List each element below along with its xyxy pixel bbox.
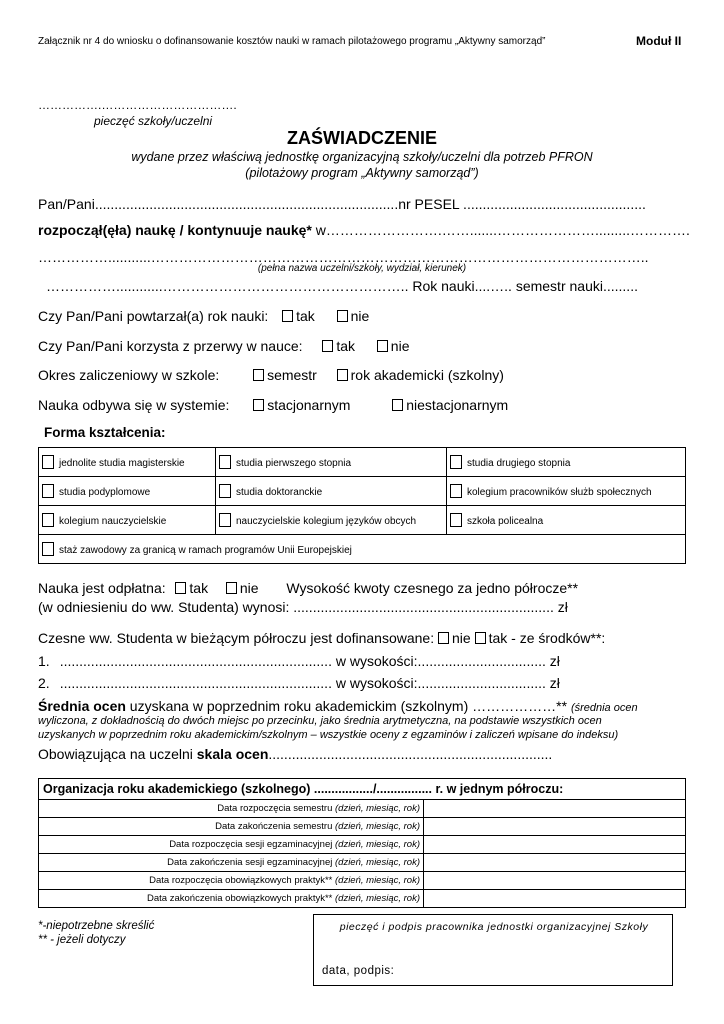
average-note-2: wyliczona, z dokładnością do dwóch miejsc po przecinku, jako średnia arytmetyczna, na podstawie wszystkich ocen xyxy=(38,715,602,727)
cofinance-source-2[interactable] xyxy=(38,675,560,691)
form-option-label: kolegium pracowników służb społecznych xyxy=(467,487,652,498)
option-label: niestacjonarnym xyxy=(406,397,509,413)
stamp-label: pieczęć szkoły/uczelni xyxy=(94,114,213,128)
form-option[interactable] xyxy=(447,506,686,535)
paid-label: Nauka jest odpłatna: xyxy=(38,580,166,596)
org-row-label: Data zakończenia obowiązkowych praktyk** (dzień, miesiąc, rok) xyxy=(39,890,424,908)
option-label: rok akademicki (szkolny) xyxy=(350,367,504,383)
signature-box[interactable] xyxy=(313,914,673,986)
footnote-1: *-niepotrzebne skreślić xyxy=(38,920,155,932)
form-option[interactable] xyxy=(39,535,686,564)
form-option-label: studia pierwszego stopnia xyxy=(236,458,352,469)
forms-table xyxy=(38,447,686,564)
fees-amount-line[interactable]: (w odniesieniu do ww. Studenta) wynosi: ................................................................... zł xyxy=(38,599,568,615)
school-name-dots[interactable]: ……………...........…………………………………………………………………………………………….. xyxy=(38,249,649,265)
school-name-caption: (pełna nazwa uczelni/szkoły, wydział, kierunek) xyxy=(257,263,467,274)
question-label: Czy Pan/Pani korzysta z przerwy w nauce: xyxy=(38,338,303,354)
checkbox-paid-yes[interactable] xyxy=(175,582,186,594)
org-row-value[interactable] xyxy=(424,836,686,854)
source-dots[interactable]: ...................................................................... w wysokości:................................. zł xyxy=(59,653,560,669)
table-row xyxy=(39,506,686,535)
source-dots[interactable]: ...................................................................... w wysokości:................................. zł xyxy=(59,675,560,691)
table-row xyxy=(39,535,686,564)
table-row xyxy=(39,448,686,477)
question-label: Okres zaliczeniowy w szkole: xyxy=(38,367,220,383)
form-option-label: jednolite studia magisterskie xyxy=(59,458,185,469)
checkbox-repeat-yes[interactable] xyxy=(282,310,293,322)
option-label: nie xyxy=(350,308,370,324)
table-header xyxy=(39,779,686,800)
option-label: tak xyxy=(296,308,315,324)
signature-label: pieczęć i podpis pracownika jednostki organizacyjnej Szkoły xyxy=(339,921,649,933)
org-row-label: Data rozpoczęcia obowiązkowych praktyk** (dzień, miesiąc, rok) xyxy=(39,872,424,890)
person-pesel-line[interactable]: Pan/Pani..............................................................................nr PESEL ............................................... xyxy=(38,196,646,212)
org-row-value[interactable] xyxy=(424,890,686,908)
form-option[interactable] xyxy=(216,448,447,477)
table-row xyxy=(39,836,686,854)
scale-line[interactable] xyxy=(38,746,552,762)
form-option-label: nauczycielskie kolegium języków obcych xyxy=(236,516,417,527)
checkbox[interactable] xyxy=(219,484,231,498)
checkbox-nonstationary[interactable] xyxy=(392,399,403,411)
table-row xyxy=(39,477,686,506)
option-label: tak xyxy=(336,338,356,354)
checkbox[interactable] xyxy=(219,455,231,469)
checkbox[interactable] xyxy=(42,455,54,469)
option-label: nie xyxy=(239,580,259,596)
org-row-value[interactable] xyxy=(424,854,686,872)
footnote-2: ** - jeżeli dotyczy xyxy=(38,934,126,946)
form-option[interactable] xyxy=(447,477,686,506)
checkbox-repeat-no[interactable] xyxy=(337,310,348,322)
average-note-3: uzyskanych w poprzednim roku akademickim/szkolnym – wszystkie oceny z egzaminów i zaliczeń wpisane do indeksu) xyxy=(38,729,619,741)
option-label: tak xyxy=(189,580,209,596)
table-row xyxy=(39,890,686,908)
study-line[interactable] xyxy=(38,222,690,238)
fees-paid-line xyxy=(38,580,578,596)
org-row-value[interactable] xyxy=(424,818,686,836)
org-row-label: Data zakończenia sesji egzaminacyjnej (dzień, miesiąc, rok) xyxy=(39,854,424,872)
checkbox[interactable] xyxy=(450,484,462,498)
organization-heading[interactable]: Organizacja roku akademickiego (szkolnego) ................./................ r. w jednym półroczu: xyxy=(39,779,686,800)
subtitle-2: (pilotażowy program „Aktywny samorząd”) xyxy=(245,166,479,180)
form-option-label: studia drugiego stopnia xyxy=(467,458,571,469)
org-row-label: Data rozpoczęcia sesji egzaminacyjnej (dzień, miesiąc, rok) xyxy=(39,836,424,854)
checkbox[interactable] xyxy=(450,513,462,527)
study-status-label: rozpoczął(ęła) naukę / kontynuuje naukę* xyxy=(38,222,312,238)
checkbox[interactable] xyxy=(42,484,54,498)
option-label: nie xyxy=(452,630,471,646)
form-option-label: kolegium nauczycielskie xyxy=(59,516,167,527)
amount-label: Wysokość kwoty czesnego za jedno półrocze** xyxy=(286,580,579,596)
org-row-label: Data zakończenia semestru (dzień, miesiąc, rok) xyxy=(39,818,424,836)
checkbox[interactable] xyxy=(42,513,54,527)
question-label: Nauka odbywa się w systemie: xyxy=(38,397,230,413)
question-period xyxy=(38,367,504,383)
subtitle-1: wydane przez właściwą jednostkę organizacyjną szkoły/uczelni dla potrzeb PFRON xyxy=(131,150,593,164)
form-option[interactable] xyxy=(216,506,447,535)
form-option[interactable] xyxy=(447,448,686,477)
table-row xyxy=(39,872,686,890)
option-label: stacjonarnym xyxy=(267,397,351,413)
org-row-label: Data rozpoczęcia semestru (dzień, miesiąc, rok) xyxy=(39,800,424,818)
checkbox[interactable] xyxy=(42,542,54,556)
average-line[interactable] xyxy=(38,698,638,714)
organization-table xyxy=(38,778,686,908)
attachment-note: Załącznik nr 4 do wniosku o dofinansowanie kosztów nauki w ramach pilotażowego programu „Aktywny samorząd” xyxy=(38,36,546,47)
list-number: 1. xyxy=(38,653,50,669)
checkbox-paid-no[interactable] xyxy=(226,582,237,594)
question-label: Czy Pan/Pani powtarzał(a) rok nauki: xyxy=(38,308,269,324)
form-option[interactable] xyxy=(39,448,216,477)
forms-heading: Forma kształcenia: xyxy=(44,425,166,440)
page-title: ZAŚWIADCZENIE xyxy=(287,128,437,148)
year-semester-line[interactable]: ……………............…………………………………………….. Rok nauki....….. semestr nauki......... xyxy=(46,278,638,294)
checkbox[interactable] xyxy=(219,513,231,527)
form-option[interactable] xyxy=(39,506,216,535)
checkbox-cofinance-no[interactable] xyxy=(438,632,449,644)
average-note: (średnia ocen xyxy=(570,702,638,714)
option-label: semestr xyxy=(267,367,317,383)
checkbox-academic-year[interactable] xyxy=(337,369,348,381)
form-option-label: studia doktoranckie xyxy=(236,487,323,498)
table-row xyxy=(39,818,686,836)
average-label: Średnia ocen xyxy=(38,698,126,714)
form-option-label: studia podyplomowe xyxy=(59,487,151,498)
checkbox-break-yes[interactable] xyxy=(322,340,333,352)
checkbox-stationary[interactable] xyxy=(253,399,264,411)
question-break xyxy=(38,338,409,354)
signature-date-label: data, podpis: xyxy=(322,965,395,977)
scale-label-bold: skala ocen xyxy=(196,746,269,762)
scale-label: Obowiązująca na uczelni xyxy=(38,746,197,762)
form-option[interactable] xyxy=(216,477,447,506)
table-row xyxy=(39,800,686,818)
checkbox-semester[interactable] xyxy=(253,369,264,381)
form-option-label: szkoła policealna xyxy=(467,516,544,527)
form-option-label: staż zawodowy za granicą w ramach programów Unii Europejskiej xyxy=(59,545,352,556)
stamp-dots[interactable]: …………….……………………………. xyxy=(38,98,237,112)
list-number: 2. xyxy=(38,675,50,691)
table-row xyxy=(39,854,686,872)
option-label: tak - ze środków**: xyxy=(488,630,606,646)
checkbox-cofinance-yes[interactable] xyxy=(475,632,486,644)
cofinance-source-1[interactable] xyxy=(38,653,560,669)
module-label: Moduł II xyxy=(636,34,682,48)
cofinance-label: Czesne ww. Studenta w bieżącym półroczu jest dofinansowane: xyxy=(38,630,435,646)
cofinance-line xyxy=(38,630,605,646)
org-row-value[interactable] xyxy=(424,800,686,818)
checkbox[interactable] xyxy=(450,455,462,469)
checkbox-break-no[interactable] xyxy=(377,340,388,352)
question-repeat-year xyxy=(38,308,369,324)
scale-dots[interactable]: ......................................................................... xyxy=(268,746,553,762)
option-label: nie xyxy=(390,338,410,354)
question-system xyxy=(38,397,508,413)
form-option[interactable] xyxy=(39,477,216,506)
average-dots[interactable]: uzyskana w poprzednim roku akademickim (szkolnym) ………………** xyxy=(125,698,568,714)
org-row-value[interactable] xyxy=(424,872,686,890)
study-place-dots[interactable]: w…………………….…….......………………….........…………. xyxy=(311,222,690,238)
